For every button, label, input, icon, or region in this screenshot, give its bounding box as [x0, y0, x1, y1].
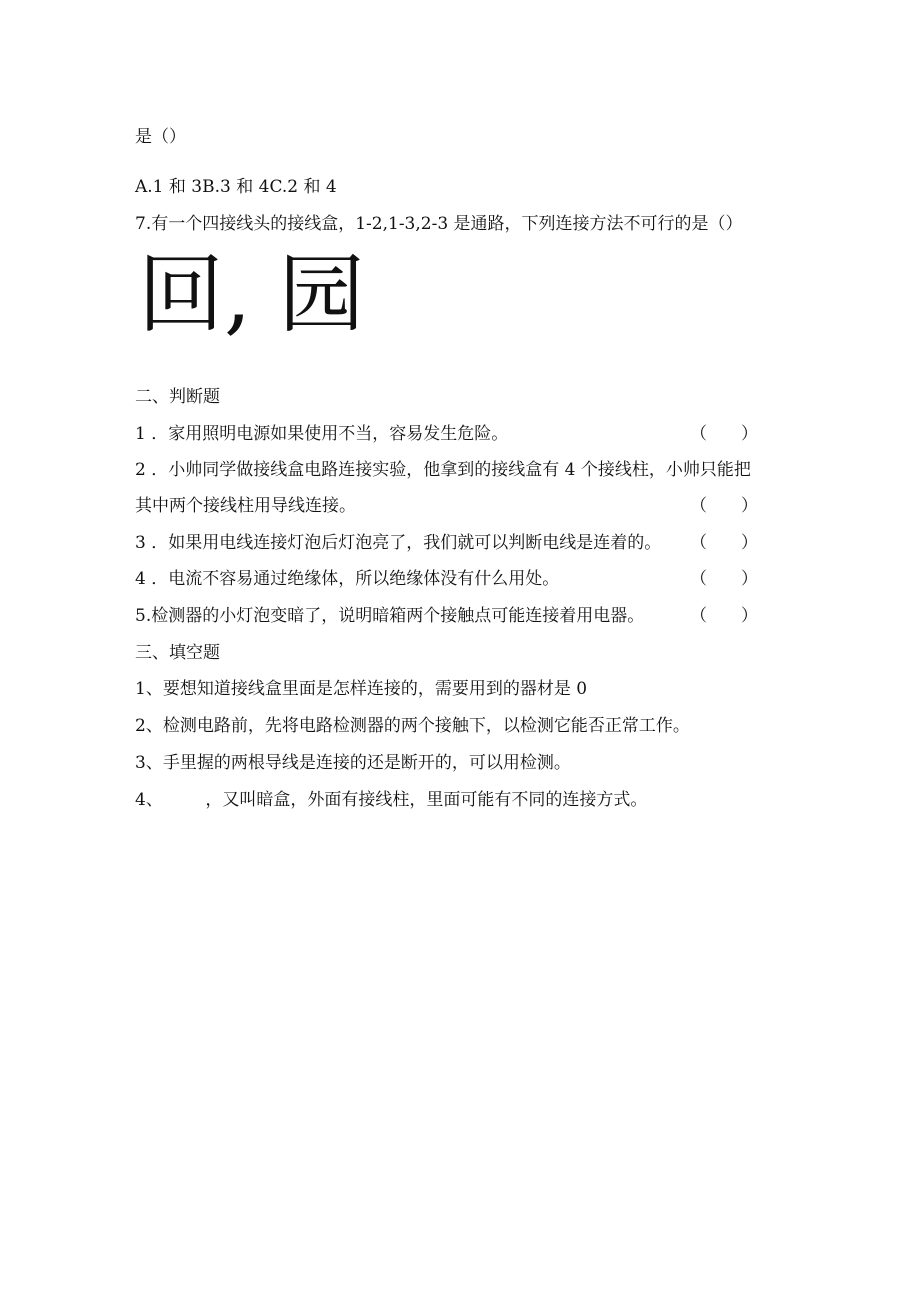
- judge-item-5-paren: （ ）: [690, 606, 758, 626]
- fill-heading: 三、填空题: [135, 643, 220, 663]
- judge-item-3-paren: （ ）: [690, 533, 758, 553]
- fill-item-1: 1、要想知道接线盒里面是怎样连接的，需要用到的器材是 0: [135, 679, 588, 699]
- judge-heading: 二、判断题: [135, 387, 220, 407]
- q6-options: A.1 和 3B.3 和 4C.2 和 4: [135, 177, 337, 197]
- judge-item-2-cont: 其中两个接线柱用导线连接。: [135, 496, 356, 516]
- judge-item-2-paren: （ ）: [690, 496, 758, 516]
- judge-item-2: 2 ．小帅同学做接线盒电路连接实验，他拿到的接线盒有 4 个接线柱，小帅只能把: [135, 460, 751, 480]
- q6-tail: 是（）: [135, 127, 186, 147]
- judge-item-4-paren: （ ）: [690, 569, 758, 589]
- judge-item-1-paren: （ ）: [690, 424, 758, 444]
- judge-item-4: 4 ．电流不容易通过绝缘体，所以绝缘体没有什么用处。: [135, 569, 560, 589]
- fill-item-4: 4、 ，又叫暗盒，外面有接线柱，里面可能有不同的连接方式。: [135, 790, 648, 810]
- fill-item-2: 2、检测电路前，先将电路检测器的两个接触下，以检测它能否正常工作。: [135, 716, 690, 736]
- judge-item-5: 5.检测器的小灯泡变暗了，说明暗箱两个接触点可能连接着用电器。: [135, 606, 645, 626]
- q7-figure: 回, 园: [138, 245, 365, 345]
- judge-item-1: 1 ．家用照明电源如果使用不当，容易发生危险。: [135, 424, 509, 444]
- q7-question: 7.有一个四接线头的接线盒，1-2,1-3,2-3 是通路，下列连接方法不可行的是（）: [135, 214, 743, 234]
- judge-item-3: 3 ．如果用电线连接灯泡后灯泡亮了，我们就可以判断电线是连着的。: [135, 533, 662, 553]
- fill-item-3: 3、手里握的两根导线是连接的还是断开的，可以用检测。: [135, 753, 571, 773]
